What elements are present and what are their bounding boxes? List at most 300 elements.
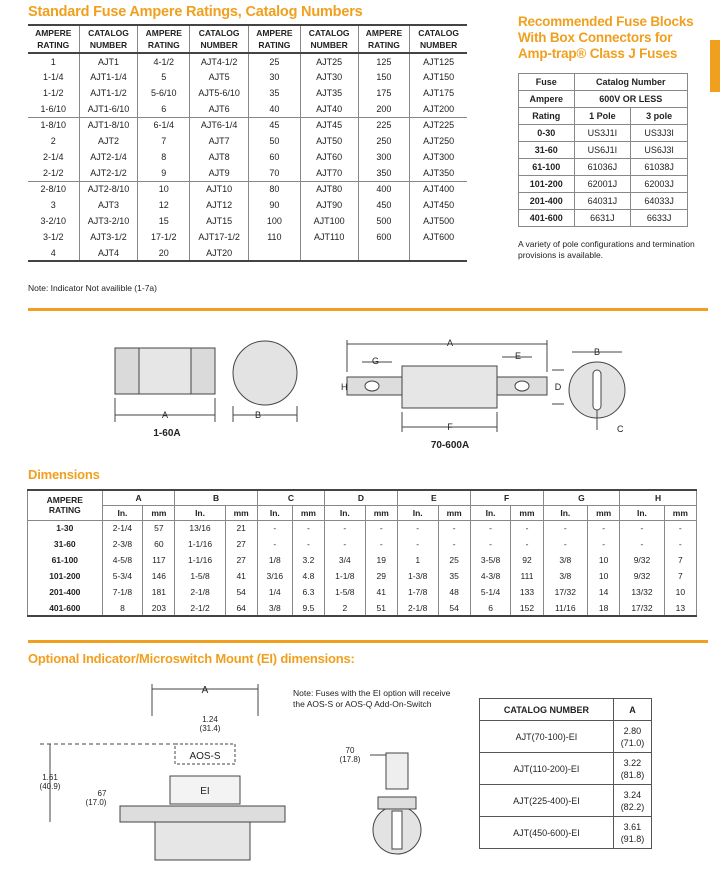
table-cell: 181 [143, 584, 175, 600]
table-cell: 1-1/2 [28, 85, 79, 101]
dim-a-label: A [446, 338, 454, 348]
table-cell: AJT4-1/2 [190, 53, 249, 69]
aos-switch-label: AOS-S [189, 751, 221, 762]
note-line: A variety of pole configurations and termination [518, 239, 695, 249]
table-cell: 9.5 [292, 600, 324, 616]
table-cell: 12 [138, 197, 190, 213]
table-cell: - [292, 536, 324, 552]
title-line: With Box Connectors for [518, 30, 673, 45]
table-cell: AJT30 [300, 69, 358, 85]
unit-mm: mm [143, 505, 175, 520]
table-cell: 13/32 [620, 584, 664, 600]
table-cell: - [664, 520, 696, 536]
table-cell: 15 [138, 213, 190, 229]
table-cell: AJT225 [423, 120, 455, 131]
unit-in: In. [470, 505, 511, 520]
table-cell: 48 [438, 584, 470, 600]
table-cell: 9/32 [620, 568, 664, 584]
table-cell: 31-60 [519, 142, 575, 159]
table-cell: 62003J [631, 176, 688, 193]
fuse-1-60a-diagram [100, 330, 300, 450]
header-cell [190, 25, 249, 53]
dim-a-label: A [201, 685, 209, 696]
table-cell: 1-5/8 [325, 584, 366, 600]
table-cell: 110 [249, 229, 301, 245]
table-cell: AJT1 [79, 53, 138, 69]
table-cell: 9 [138, 165, 190, 181]
table-cell: 100 [249, 213, 301, 229]
table-cell: 1-8/10 [28, 117, 79, 133]
table-cell: 27 [225, 552, 257, 568]
section-divider [28, 308, 708, 311]
dim-a-label: A [161, 410, 169, 420]
section-title-fuse-blocks [518, 14, 693, 62]
table-cell: 152 [511, 600, 543, 616]
table-cell: 201-400 [28, 584, 103, 600]
table-cell: 90 [249, 197, 301, 213]
ei-end-view-diagram [330, 735, 450, 880]
dim-70: 70 [345, 746, 355, 755]
table-cell: 401-600 [519, 210, 575, 227]
dim-67: 67 [97, 789, 107, 798]
table-cell: 35 [249, 85, 301, 101]
table-cell: 2-1/2 [28, 165, 79, 181]
table-cell: AJT400 [423, 184, 455, 195]
fig-caption-70-600a: 70-600A [430, 440, 470, 451]
section-title-fuse-ratings: Standard Fuse Ampere Ratings, Catalog Numbers [28, 4, 363, 20]
section-title-dimensions: Dimensions [28, 467, 100, 482]
table-cell: 1-5/8 [175, 568, 225, 584]
table-cell: - [543, 536, 587, 552]
dim-c-label: C [617, 424, 624, 434]
table-cell: - [664, 536, 696, 552]
table-row [28, 600, 697, 616]
dim-a-cell [613, 721, 651, 753]
table-cell: AJT5-6/10 [190, 85, 249, 101]
table-cell: 21 [225, 520, 257, 536]
table-cell: 2 [325, 600, 366, 616]
table-cell: 2-8/10 [28, 181, 79, 197]
table-cell [358, 245, 410, 261]
table-cell: - [438, 520, 470, 536]
unit-in: In. [102, 505, 143, 520]
table-cell: 41 [225, 568, 257, 584]
header-line: AMPERE [145, 28, 182, 38]
table-cell: 1/4 [257, 584, 292, 600]
table-cell: 3-5/8 [470, 552, 511, 568]
table-cell: 225 [358, 117, 410, 133]
table-cell: 3 [28, 197, 79, 213]
table-cell: 60 [249, 149, 301, 165]
header-dim: H [620, 490, 697, 505]
table-cell: 2 [28, 133, 79, 149]
table-cell: 3/16 [257, 568, 292, 584]
table-cell: 61-100 [519, 159, 575, 176]
header-line: RATING [258, 40, 291, 50]
table-row [480, 785, 652, 817]
table-cell: 1-6/10 [28, 101, 79, 117]
table-cell: 146 [143, 568, 175, 584]
table-cell: - [292, 520, 324, 536]
table-cell [249, 245, 301, 261]
table-cell: 25 [438, 552, 470, 568]
header-line: CATALOG [88, 28, 129, 38]
table-cell: AJT2-1/4 [79, 149, 138, 165]
table-row [519, 193, 688, 210]
fig-caption-1-60a: 1-60A [153, 428, 181, 439]
table-cell: AJT9 [190, 165, 249, 181]
table-cell: AJT40 [300, 101, 358, 117]
table-cell: AJT80 [300, 181, 358, 197]
table-cell: AJT10 [190, 181, 249, 197]
table-cell: 25 [249, 53, 301, 69]
table-cell: - [438, 536, 470, 552]
table-cell: 175 [358, 85, 410, 101]
table-cell: AJT2-1/2 [79, 165, 138, 181]
table-cell: 3.2 [292, 552, 324, 568]
table-cell: - [257, 520, 292, 536]
table-row [519, 142, 688, 159]
table-cell: AJT2 [79, 133, 138, 149]
header-ampere-rating [28, 490, 103, 520]
accent-tab [710, 40, 720, 92]
table-row [28, 101, 467, 117]
dim-409: (40.9) [39, 782, 61, 791]
unit-mm: mm [588, 505, 620, 520]
fuse-blocks-table [518, 73, 688, 227]
dim-178: (17.8) [339, 755, 361, 764]
table-cell: 150 [358, 69, 410, 85]
header-dim: C [257, 490, 324, 505]
header-line: NUMBER [420, 40, 458, 50]
table-cell: 6 [138, 101, 190, 117]
unit-mm: mm [365, 505, 397, 520]
table-cell: 350 [358, 165, 410, 181]
header-3-pole: 3 pole [631, 108, 688, 125]
header-line: NUMBER [310, 40, 348, 50]
header-catalog: CATALOG NUMBER [480, 699, 614, 721]
table-cell: 10 [588, 568, 620, 584]
table-cell: 1-1/16 [175, 536, 225, 552]
table-cell: 1/8 [257, 552, 292, 568]
table-cell: US3J3I [631, 125, 688, 142]
table-cell: 125 [358, 53, 410, 69]
table-cell: 101-200 [519, 176, 575, 193]
table-cell: 17-1/2 [138, 229, 190, 245]
table-cell: 64 [225, 600, 257, 616]
dim-314: (31.4) [199, 724, 221, 733]
unit-in: In. [325, 505, 366, 520]
table-cell: AJT17-1/2 [190, 229, 249, 245]
unit-in: In. [543, 505, 587, 520]
table-cell: 4-3/8 [470, 568, 511, 584]
table-row [28, 181, 467, 197]
header-line: AMPERE [256, 28, 293, 38]
table-cell: 3/8 [543, 552, 587, 568]
note-line: provisions is available. [518, 250, 604, 260]
table-cell: AJT60 [300, 149, 358, 165]
table-cell: 133 [511, 584, 543, 600]
dim-mm: (71.0) [620, 737, 645, 748]
table-cell: 57 [143, 520, 175, 536]
table-cell: 6631J [574, 210, 631, 227]
table-cell: 61038J [631, 159, 688, 176]
header-line: NUMBER [200, 40, 238, 50]
table-row [519, 125, 688, 142]
header-cell [79, 25, 138, 53]
table-cell: 92 [511, 552, 543, 568]
ei-label: EI [200, 786, 210, 797]
table-cell: US6J1I [574, 142, 631, 159]
dim-in: 3.61 [623, 821, 642, 832]
table-cell: 2-1/4 [28, 149, 79, 165]
dim-124: 1.24 [202, 715, 218, 724]
section-divider [28, 640, 708, 643]
table-cell: AJT15 [190, 213, 249, 229]
table-cell: 203 [143, 600, 175, 616]
table-cell: 2-3/8 [102, 536, 143, 552]
table-cell: - [620, 536, 664, 552]
table-cell: AJT3-2/10 [79, 213, 138, 229]
table-row [28, 69, 467, 85]
table-cell: AJT200 [410, 101, 467, 117]
dim-d-label: D [554, 382, 562, 392]
table-cell: 19 [365, 552, 397, 568]
table-cell: AJT7 [190, 133, 249, 149]
catalog-cell: AJT(225-400)-EI [480, 785, 614, 817]
table-cell: AJT1-6/10 [79, 101, 138, 117]
table-row [28, 149, 467, 165]
dim-mm: (82.2) [620, 801, 645, 812]
table-cell: - [588, 520, 620, 536]
table-cell: AJT1-1/4 [79, 69, 138, 85]
table-cell: AJT500 [423, 216, 455, 226]
header-cell [410, 25, 467, 53]
dim-a-cell [613, 817, 651, 849]
header-dim: F [470, 490, 543, 505]
table-row [519, 210, 688, 227]
table-cell: 14 [588, 584, 620, 600]
header-ampere: Ampere [519, 91, 575, 108]
table-cell: 6 [470, 600, 511, 616]
table-cell: 0-30 [519, 125, 575, 142]
table-cell: 54 [438, 600, 470, 616]
table-cell: 10 [138, 181, 190, 197]
table-cell: 61-100 [28, 552, 103, 568]
table-row [28, 213, 467, 229]
table-cell: AJT4 [79, 245, 138, 261]
table-cell: AJT3 [79, 197, 138, 213]
table-cell: - [397, 520, 438, 536]
dim-a-cell [613, 753, 651, 785]
table-cell: 600 [358, 229, 410, 245]
header-dim: D [325, 490, 398, 505]
pole-config-note [518, 239, 695, 261]
table-row [480, 817, 652, 849]
table-row [480, 721, 652, 753]
dimensions-table [27, 489, 697, 617]
table-cell: - [365, 520, 397, 536]
dim-h-label: H [341, 382, 348, 392]
ei-mount-diagram [30, 676, 300, 876]
header-line: CATALOG [198, 28, 240, 38]
dim-f-label: F [447, 422, 453, 432]
table-cell: - [325, 536, 366, 552]
table-cell: 41 [365, 584, 397, 600]
header-cell [138, 25, 190, 53]
ei-option-note [293, 688, 450, 710]
note-line: Note: Fuses with the EI option will receive [293, 688, 451, 698]
header-voltage: 600V OR LESS [574, 91, 687, 108]
header-line: RATING [367, 40, 400, 50]
table-cell: 3/4 [325, 552, 366, 568]
header-dim: B [175, 490, 257, 505]
table-cell: 18 [588, 600, 620, 616]
table-row [28, 197, 467, 213]
header-line: AMPERE [365, 28, 403, 38]
table-cell: AJT150 [423, 72, 455, 82]
table-cell: 9/32 [620, 552, 664, 568]
table-cell: 7 [138, 133, 190, 149]
table-row [519, 176, 688, 193]
header-cell [300, 25, 358, 53]
table-cell: 10 [664, 584, 696, 600]
header-catalog: Catalog Number [574, 74, 687, 91]
table-row [28, 53, 467, 69]
table-row [519, 159, 688, 176]
table-cell: AJT1-1/2 [79, 85, 138, 101]
table-cell: 117 [143, 552, 175, 568]
table-cell: - [620, 520, 664, 536]
table-cell: 11/16 [543, 600, 587, 616]
header-line: NUMBER [89, 40, 128, 50]
table-cell: 201-400 [519, 193, 575, 210]
catalog-cell: AJT(70-100)-EI [480, 721, 614, 753]
header-line: RATING [147, 40, 180, 50]
dim-g-label: G [372, 356, 380, 366]
table-cell: 3-1/2 [28, 229, 79, 245]
table-cell: 64033J [631, 193, 688, 210]
table-cell: 54 [225, 584, 257, 600]
header-rating: Rating [519, 108, 575, 125]
table-cell: 6.3 [292, 584, 324, 600]
table-cell: 500 [358, 213, 410, 229]
table-cell: AJT250 [423, 136, 455, 146]
table-cell: AJT6 [190, 101, 249, 117]
table-cell: 5-3/4 [102, 568, 143, 584]
table-cell: - [257, 536, 292, 552]
table-cell: 4 [28, 245, 79, 261]
table-cell: AJT100 [300, 213, 358, 229]
table-cell: 2-1/2 [175, 600, 225, 616]
table-cell: 4-1/2 [138, 53, 190, 69]
table-cell: 7 [664, 568, 696, 584]
table-cell: 8 [102, 600, 143, 616]
table-cell: AJT50 [300, 133, 358, 149]
dim-in: 3.22 [623, 757, 642, 768]
table-cell: AJT2-8/10 [79, 181, 138, 197]
table-cell: 3-2/10 [28, 213, 79, 229]
catalog-cell: AJT(110-200)-EI [480, 753, 614, 785]
table-cell: 17/32 [543, 584, 587, 600]
table-cell: AJT90 [300, 197, 358, 213]
table-cell: 13/16 [175, 520, 225, 536]
dim-b-label: B [593, 347, 601, 357]
table-cell: 20 [138, 245, 190, 261]
table-cell: - [511, 536, 543, 552]
header-line: CATALOG [418, 28, 460, 38]
table-cell: 1-30 [28, 520, 103, 536]
table-cell: - [325, 520, 366, 536]
unit-mm: mm [225, 505, 257, 520]
unit-mm: mm [438, 505, 470, 520]
table-cell: 1-1/16 [175, 552, 225, 568]
table-row [28, 584, 697, 600]
table-cell: 300 [358, 149, 410, 165]
header-fuse: Fuse [519, 74, 575, 91]
note-line: the AOS-S or AOS-Q Add-On-Switch [293, 699, 432, 709]
table-cell: 10 [588, 552, 620, 568]
table-row [480, 753, 652, 785]
table-cell: - [543, 520, 587, 536]
title-line: Amp-trap® Class J Fuses [518, 46, 678, 61]
table-row [28, 85, 467, 101]
table-cell: AJT8 [190, 149, 249, 165]
table-cell: 6633J [631, 210, 688, 227]
dim-mm: (81.8) [620, 769, 645, 780]
table-cell: 7-1/8 [102, 584, 143, 600]
table-cell: 4.8 [292, 568, 324, 584]
catalog-cell: AJT(450-600)-EI [480, 817, 614, 849]
table-cell: US6J3I [631, 142, 688, 159]
table-cell: 450 [358, 197, 410, 213]
table-cell: 3/8 [257, 600, 292, 616]
table-cell: 1-3/8 [397, 568, 438, 584]
header-1-pole: 1 Pole [574, 108, 631, 125]
unit-in: In. [397, 505, 438, 520]
dim-mm: (91.8) [620, 833, 645, 844]
table-cell: 60 [143, 536, 175, 552]
dim-170: (17.0) [85, 798, 107, 807]
table-row [28, 520, 697, 536]
header-line: AMPERE [35, 28, 72, 38]
fuse-70-600a-diagram [332, 332, 642, 456]
table-cell: 2-1/4 [102, 520, 143, 536]
table-cell: AJT600 [423, 232, 455, 242]
table-cell: AJT35 [300, 85, 358, 101]
table-cell: 35 [438, 568, 470, 584]
header-cell [28, 25, 79, 53]
table-cell: 4-5/8 [102, 552, 143, 568]
header-line: CATALOG [308, 28, 350, 38]
table-cell: AJT25 [300, 53, 358, 69]
dim-a-cell [613, 785, 651, 817]
header-a: A [613, 699, 651, 721]
fuse-ratings-table [28, 24, 467, 262]
title-line: Recommended Fuse Blocks [518, 14, 694, 29]
table-cell: 61036J [574, 159, 631, 176]
header-cell [358, 25, 410, 53]
table-row [28, 245, 467, 261]
header-dim: A [102, 490, 175, 505]
header-dim: G [543, 490, 620, 505]
table-cell: 6-1/4 [138, 117, 190, 133]
table-cell: 40 [249, 101, 301, 117]
table-cell: AJT1-8/10 [79, 117, 138, 133]
unit-in: In. [175, 505, 225, 520]
table-cell: AJT3-1/2 [79, 229, 138, 245]
unit-mm: mm [664, 505, 696, 520]
